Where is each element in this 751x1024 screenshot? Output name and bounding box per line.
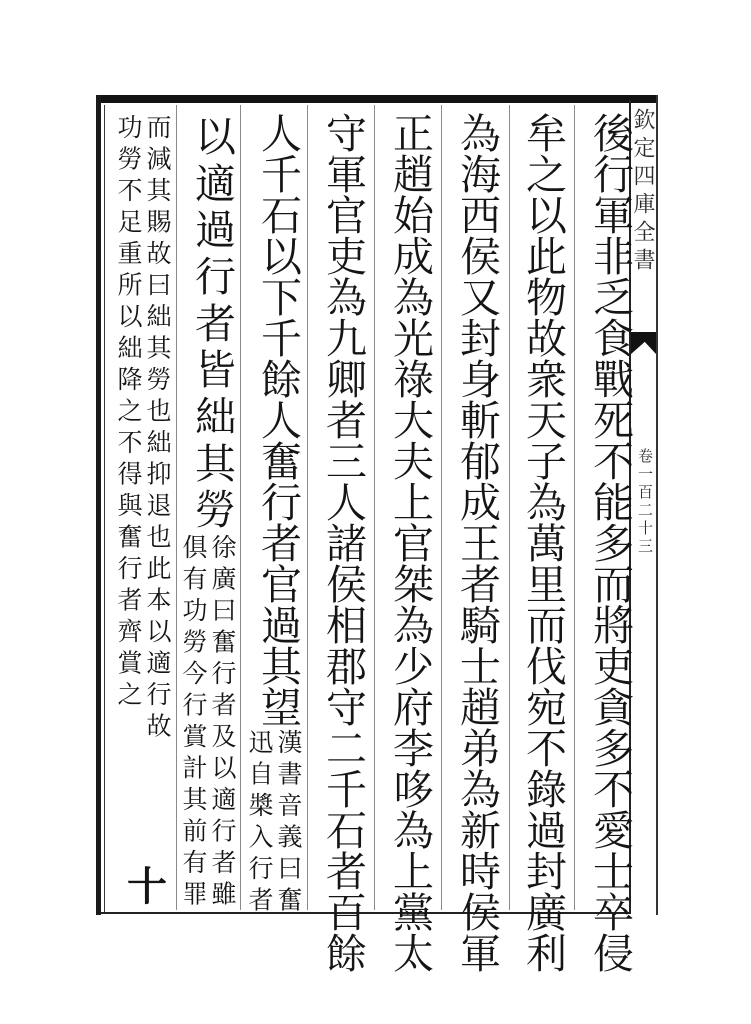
- main-text-char: 騎: [453, 604, 501, 645]
- main-text-char: 以: [254, 235, 302, 276]
- frame-left-inner-rule: [104, 105, 105, 913]
- main-text-char: 多: [586, 522, 634, 563]
- frame-left-border: [96, 95, 101, 915]
- main-text-char: 餘: [254, 358, 302, 399]
- main-text-char: 千: [254, 153, 302, 194]
- main-text-char: 二: [319, 727, 367, 768]
- main-text-char: 海: [453, 153, 501, 194]
- margin-book-title: 欽定四庫全書: [630, 108, 655, 276]
- note-right-line: 漢書音義曰奮: [274, 729, 303, 918]
- main-text-char: 府: [386, 686, 434, 727]
- text-column-3: [445, 112, 501, 973]
- note-left-line: 迅自槳入行者: [245, 729, 274, 918]
- text-column-1: [578, 112, 634, 973]
- main-text-char: 者: [254, 522, 302, 563]
- main-text-char: 以: [519, 194, 567, 235]
- main-text-char: 萬: [519, 522, 567, 563]
- text-column-5: [311, 112, 367, 973]
- fish-tail-mark: [631, 332, 656, 354]
- main-text-char: 守: [319, 686, 367, 727]
- main-text-char: 為: [519, 481, 567, 522]
- main-text-char: 諸: [319, 522, 367, 563]
- main-text-char: 奮: [254, 440, 302, 481]
- text-column-6: [245, 112, 303, 918]
- main-text-char: 為: [386, 276, 434, 317]
- margin-juan-number: 卷一百二十三: [636, 448, 654, 556]
- main-text-char: 哆: [386, 768, 434, 809]
- main-text-char: 食: [586, 317, 634, 358]
- main-text-char: 貪: [586, 686, 634, 727]
- main-text-char: 下: [254, 276, 302, 317]
- note-right-line: 徐廣曰奮行者及以適行者雖: [208, 534, 237, 913]
- main-text-char: 夫: [386, 440, 434, 481]
- main-text-char: 軍: [319, 153, 367, 194]
- main-text-char: 軍: [586, 194, 634, 235]
- main-text-char: 以: [188, 114, 236, 156]
- main-text-char: 而: [586, 563, 634, 604]
- main-text-char: 官: [254, 563, 302, 604]
- main-text-char: 時: [453, 850, 501, 891]
- main-text-char: 餘: [319, 932, 367, 973]
- main-text-char: 官: [386, 522, 434, 563]
- main-text-char: 千: [254, 317, 302, 358]
- main-text-char: 侯: [453, 891, 501, 932]
- main-text-char: 利: [519, 932, 567, 973]
- main-text-char: 過: [254, 604, 302, 645]
- main-text-char: 士: [586, 850, 634, 891]
- main-text-char: 守: [319, 112, 367, 153]
- text-column-7: [180, 112, 236, 912]
- main-text-char: 乏: [586, 276, 634, 317]
- main-text-char: 黨: [386, 891, 434, 932]
- main-text-char: 上: [386, 850, 434, 891]
- main-text-char: 九: [319, 317, 367, 358]
- note-left-line: 俱有功勞今行賞計其前有罪: [179, 534, 208, 913]
- main-text-char: 絀: [188, 394, 236, 436]
- main-text-char: 人: [254, 399, 302, 440]
- main-text-char: 者: [319, 850, 367, 891]
- main-text-char: 為: [453, 112, 501, 153]
- main-text-char: 廣: [519, 891, 567, 932]
- commentary-note: [115, 114, 171, 744]
- main-text-char: 者: [453, 563, 501, 604]
- main-text-char: 官: [319, 194, 367, 235]
- main-text-char: 大: [386, 399, 434, 440]
- column-rule: [574, 105, 575, 910]
- main-text-char: 吏: [319, 235, 367, 276]
- main-text-char: 過: [519, 809, 567, 850]
- text-column-4: [378, 112, 434, 973]
- main-text-char: 石: [254, 194, 302, 235]
- main-text-char: 將: [586, 604, 634, 645]
- main-text-char: 不: [519, 727, 567, 768]
- main-text-char: 桀: [386, 563, 434, 604]
- main-text-char: 為: [386, 809, 434, 850]
- main-text-char: 吏: [586, 645, 634, 686]
- text-column-2: [511, 112, 567, 973]
- main-text-char: 太: [386, 932, 434, 973]
- main-text-char: 軍: [453, 932, 501, 973]
- main-text-char: 伐: [519, 645, 567, 686]
- main-text-char: 身: [453, 358, 501, 399]
- main-text-char: 封: [519, 850, 567, 891]
- main-text-char: 三: [319, 440, 367, 481]
- main-text-char: 光: [386, 317, 434, 358]
- column-rule: [307, 105, 308, 910]
- column-rule: [176, 105, 177, 910]
- frame-top-border: [96, 95, 656, 103]
- main-text-char: 里: [519, 563, 567, 604]
- column-rule: [374, 105, 375, 910]
- main-text-char: 死: [586, 399, 634, 440]
- main-text-char: 成: [386, 235, 434, 276]
- main-text-char: 又: [453, 276, 501, 317]
- main-text-char: 為: [453, 768, 501, 809]
- main-text-char: 故: [519, 317, 567, 358]
- main-text-char: 趙: [453, 686, 501, 727]
- main-text-char: 百: [319, 891, 367, 932]
- main-text-char: 皆: [188, 348, 236, 390]
- main-text-char: 人: [319, 481, 367, 522]
- main-text-char: 而: [519, 604, 567, 645]
- main-text-char: 少: [386, 645, 434, 686]
- main-text-char: 正: [386, 112, 434, 153]
- main-text-char: 為: [386, 604, 434, 645]
- page-number: 十: [127, 863, 167, 910]
- main-text-char: 西: [453, 194, 501, 235]
- main-text-char: 弟: [453, 727, 501, 768]
- main-text-char: 其: [188, 441, 236, 483]
- main-text-char: 子: [519, 440, 567, 481]
- main-text-char: 非: [586, 235, 634, 276]
- main-text-char: 過: [188, 208, 236, 250]
- column-rule: [240, 105, 241, 910]
- main-text-char: 勞: [188, 488, 236, 530]
- main-text-char: 多: [586, 727, 634, 768]
- main-text-char: 行: [188, 254, 236, 296]
- main-text-char: 天: [519, 399, 567, 440]
- main-text-char: 者: [319, 399, 367, 440]
- main-text-char: 成: [453, 481, 501, 522]
- main-text-char: 相: [319, 604, 367, 645]
- commentary-note: [180, 534, 236, 912]
- main-text-char: 王: [453, 522, 501, 563]
- main-text-char: 能: [586, 481, 634, 522]
- main-text-char: 愛: [586, 809, 634, 850]
- main-text-char: 趙: [386, 153, 434, 194]
- main-text-char: 宛: [519, 686, 567, 727]
- main-text-char: 者: [188, 301, 236, 343]
- main-text-char: 人: [254, 112, 302, 153]
- column-rule: [441, 105, 442, 910]
- main-text-char: 此: [519, 235, 567, 276]
- main-text-char: 衆: [519, 358, 567, 399]
- main-text-char: 斬: [453, 399, 501, 440]
- main-text-char: 士: [453, 645, 501, 686]
- main-text-char: 望: [254, 686, 302, 727]
- main-text-char: 牟: [519, 112, 567, 153]
- main-text-char: 新: [453, 809, 501, 850]
- main-text-char: 始: [386, 194, 434, 235]
- commentary-note: [246, 729, 302, 918]
- main-text-char: 行: [586, 153, 634, 194]
- main-text-char: 石: [319, 809, 367, 850]
- main-text-char: 侯: [319, 563, 367, 604]
- main-text-char: 不: [586, 768, 634, 809]
- main-text-char: 行: [254, 481, 302, 522]
- main-text-char: 戰: [586, 358, 634, 399]
- main-text-char: 祿: [386, 358, 434, 399]
- main-text-char: 後: [586, 112, 634, 153]
- note-left-line: 功勞不足重所以絀降之不得與奮行者齊賞之: [114, 114, 143, 713]
- main-text-char: 卒: [586, 891, 634, 932]
- main-text-char: 不: [586, 440, 634, 481]
- main-text-char: 郡: [319, 645, 367, 686]
- main-text-char: 郁: [453, 440, 501, 481]
- main-text-char: 上: [386, 481, 434, 522]
- main-text-char: 其: [254, 645, 302, 686]
- main-text-char: 封: [453, 317, 501, 358]
- text-column-8: [115, 112, 171, 912]
- main-text-char: 李: [386, 727, 434, 768]
- main-text-char: 卿: [319, 358, 367, 399]
- note-right-line: 而減其賜故曰絀其勞也絀抑退也此本以適行故: [143, 114, 172, 744]
- main-text-char: 之: [519, 153, 567, 194]
- main-text-char: 為: [319, 276, 367, 317]
- main-text-char: 物: [519, 276, 567, 317]
- main-text-char: 侯: [453, 235, 501, 276]
- column-rule: [509, 105, 510, 910]
- main-text-char: 適: [188, 161, 236, 203]
- main-text-char: 錄: [519, 768, 567, 809]
- main-text-char: 侵: [586, 932, 634, 973]
- main-text-char: 千: [319, 768, 367, 809]
